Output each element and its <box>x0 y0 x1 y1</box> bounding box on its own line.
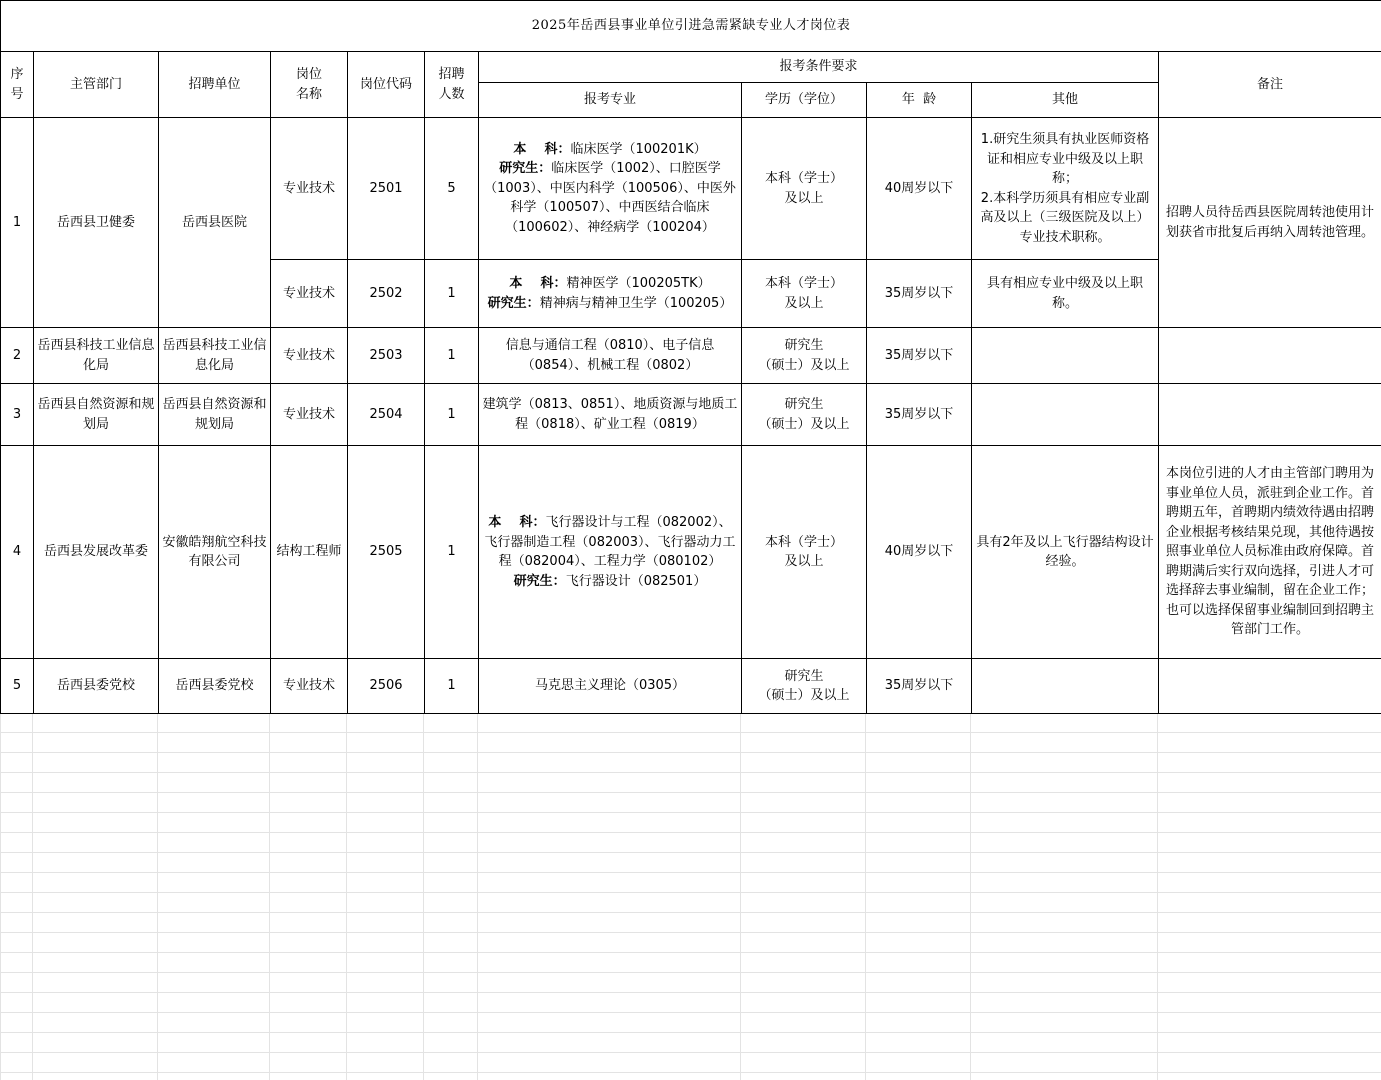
cell-unit: 安徽皓翔航空科技有限公司 <box>159 446 271 659</box>
major-text: 临床医学（100201K） <box>570 141 707 157</box>
cell-edu: 研究生 （硕士）及以上 <box>742 328 867 384</box>
table-row <box>1 659 1381 714</box>
table-row <box>1 446 1381 659</box>
cell-count: 1 <box>425 384 479 446</box>
cell-dept: 岳西县科技工业信息化局 <box>34 328 159 384</box>
cell-age: 35周岁以下 <box>867 260 972 328</box>
major-label: 本 科： <box>488 515 546 530</box>
header-dept: 主管部门 <box>34 52 159 118</box>
cell-post-code: 2502 <box>348 260 425 328</box>
header-post-name: 岗位 名称 <box>271 52 348 118</box>
cell-post-code: 2504 <box>348 384 425 446</box>
cell-post-code: 2505 <box>348 446 425 659</box>
cell-age: 35周岁以下 <box>867 328 972 384</box>
cell-post-name: 专业技术 <box>271 260 348 328</box>
cell-major <box>479 446 742 659</box>
cell-age: 35周岁以下 <box>867 659 972 714</box>
cell-remark <box>1159 328 1381 384</box>
cell-other <box>972 659 1159 714</box>
cell-post-code: 2506 <box>348 659 425 714</box>
cell-unit: 岳西县科技工业信息化局 <box>159 328 271 384</box>
major-text: 精神病与精神卫生学（100205） <box>539 295 733 311</box>
cell-edu: 本科（学士） 及以上 <box>742 260 867 328</box>
header-remark: 备注 <box>1159 52 1381 118</box>
cell-dept: 岳西县卫健委 <box>34 118 159 328</box>
cell-post-name: 专业技术 <box>271 118 348 260</box>
cell-age: 40周岁以下 <box>867 118 972 260</box>
cell-count: 1 <box>425 446 479 659</box>
cell-other: 1.研究生须具有执业医师资格证和相应专业中级及以上职称； 2.本科学历须具有相应专业副高及以上（三级医院及以上）专业技术职称。 <box>972 118 1159 260</box>
header-edu: 学历（学位） <box>742 83 867 118</box>
major-label: 研究生： <box>499 161 552 177</box>
cell-edu: 本科（学士） 及以上 <box>742 118 867 260</box>
major-label: 本 科： <box>513 141 571 157</box>
cell-unit: 岳西县自然资源和规划局 <box>159 384 271 446</box>
cell-dept: 岳西县自然资源和规划局 <box>34 384 159 446</box>
major-text: 临床医学（1002）、口腔医学（1003）、中医内科学（100506）、中医外科学（100507）、中西医结合临床（100602）、神经病学（100204） <box>484 161 736 235</box>
cell-seq: 1 <box>1 118 34 328</box>
cell-remark: 本岗位引进的人才由主管部门聘用为事业单位人员，派驻到企业工作。首聘期五年，首聘期内绩效待遇由招聘企业根据考核结果兑现，其他待遇按照事业单位人员标准由政府保障。首聘期满后实行双向选择，引进人才可选择辞去事业编制，留在企业工作；也可以选择保留事业编制回到招聘主管部门工作。 <box>1159 446 1381 659</box>
table-row <box>1 328 1381 384</box>
cell-remark <box>1159 659 1381 714</box>
cell-age: 40周岁以下 <box>867 446 972 659</box>
cell-post-name: 专业技术 <box>271 328 348 384</box>
header-other: 其他 <box>972 83 1159 118</box>
cell-edu: 研究生 （硕士）及以上 <box>742 384 867 446</box>
cell-remark: 招聘人员待岳西县医院周转池使用计划获省市批复后再纳入周转池管理。 <box>1159 118 1381 328</box>
cell-edu: 本科（学士） 及以上 <box>742 446 867 659</box>
major-label: 研究生： <box>513 573 566 589</box>
header-unit: 招聘单位 <box>159 52 271 118</box>
cell-major: 信息与通信工程（0810）、电子信息（0854）、机械工程（0802） <box>479 328 742 384</box>
cell-seq: 2 <box>1 328 34 384</box>
cell-other <box>972 384 1159 446</box>
header-count: 招聘 人数 <box>425 52 479 118</box>
cell-post-name: 专业技术 <box>271 384 348 446</box>
cell-seq: 5 <box>1 659 34 714</box>
major-label: 研究生： <box>487 295 540 311</box>
major-text: 飞行器设计与工程（082002）、飞行器制造工程（082003）、飞行器动力工程（082004）、工程力学（080102） <box>484 515 736 569</box>
cell-post-name: 结构工程师 <box>271 446 348 659</box>
cell-seq: 4 <box>1 446 34 659</box>
header-seq: 序 号 <box>1 52 34 118</box>
major-text: 飞行器设计（082501） <box>565 573 707 589</box>
header-requirements: 报考条件要求 <box>479 52 1159 83</box>
cell-unit: 岳西县委党校 <box>159 659 271 714</box>
page-title: 2025年岳西县事业单位引进急需紧缺专业人才岗位表 <box>1 1 1381 52</box>
cell-edu: 研究生 （硕士）及以上 <box>742 659 867 714</box>
cell-other: 具有相应专业中级及以上职称。 <box>972 260 1159 328</box>
cell-major: 马克思主义理论（0305） <box>479 659 742 714</box>
cell-other: 具有2年及以上飞行器结构设计经验。 <box>972 446 1159 659</box>
cell-remark <box>1159 384 1381 446</box>
cell-major <box>479 260 742 328</box>
cell-dept: 岳西县发展改革委 <box>34 446 159 659</box>
header-age: 年 龄 <box>867 83 972 118</box>
major-text: 精神医学（100205TK） <box>566 276 711 291</box>
cell-post-code: 2501 <box>348 118 425 260</box>
cell-other <box>972 328 1159 384</box>
cell-post-code: 2503 <box>348 328 425 384</box>
cell-count: 1 <box>425 260 479 328</box>
header-post-code: 岗位代码 <box>348 52 425 118</box>
cell-post-name: 专业技术 <box>271 659 348 714</box>
cell-major: 建筑学（0813、0851）、地质资源与地质工程（0818）、矿业工程（0819） <box>479 384 742 446</box>
major-label: 本 科： <box>509 276 567 291</box>
cell-unit: 岳西县医院 <box>159 118 271 328</box>
header-major: 报考专业 <box>479 83 742 118</box>
cell-count: 1 <box>425 328 479 384</box>
cell-major <box>479 118 742 260</box>
cell-count: 5 <box>425 118 479 260</box>
cell-count: 1 <box>425 659 479 714</box>
cell-dept: 岳西县委党校 <box>34 659 159 714</box>
table-row <box>1 118 1381 260</box>
table-row <box>1 384 1381 446</box>
empty-grid-area <box>0 713 1381 1080</box>
cell-age: 35周岁以下 <box>867 384 972 446</box>
cell-seq: 3 <box>1 384 34 446</box>
